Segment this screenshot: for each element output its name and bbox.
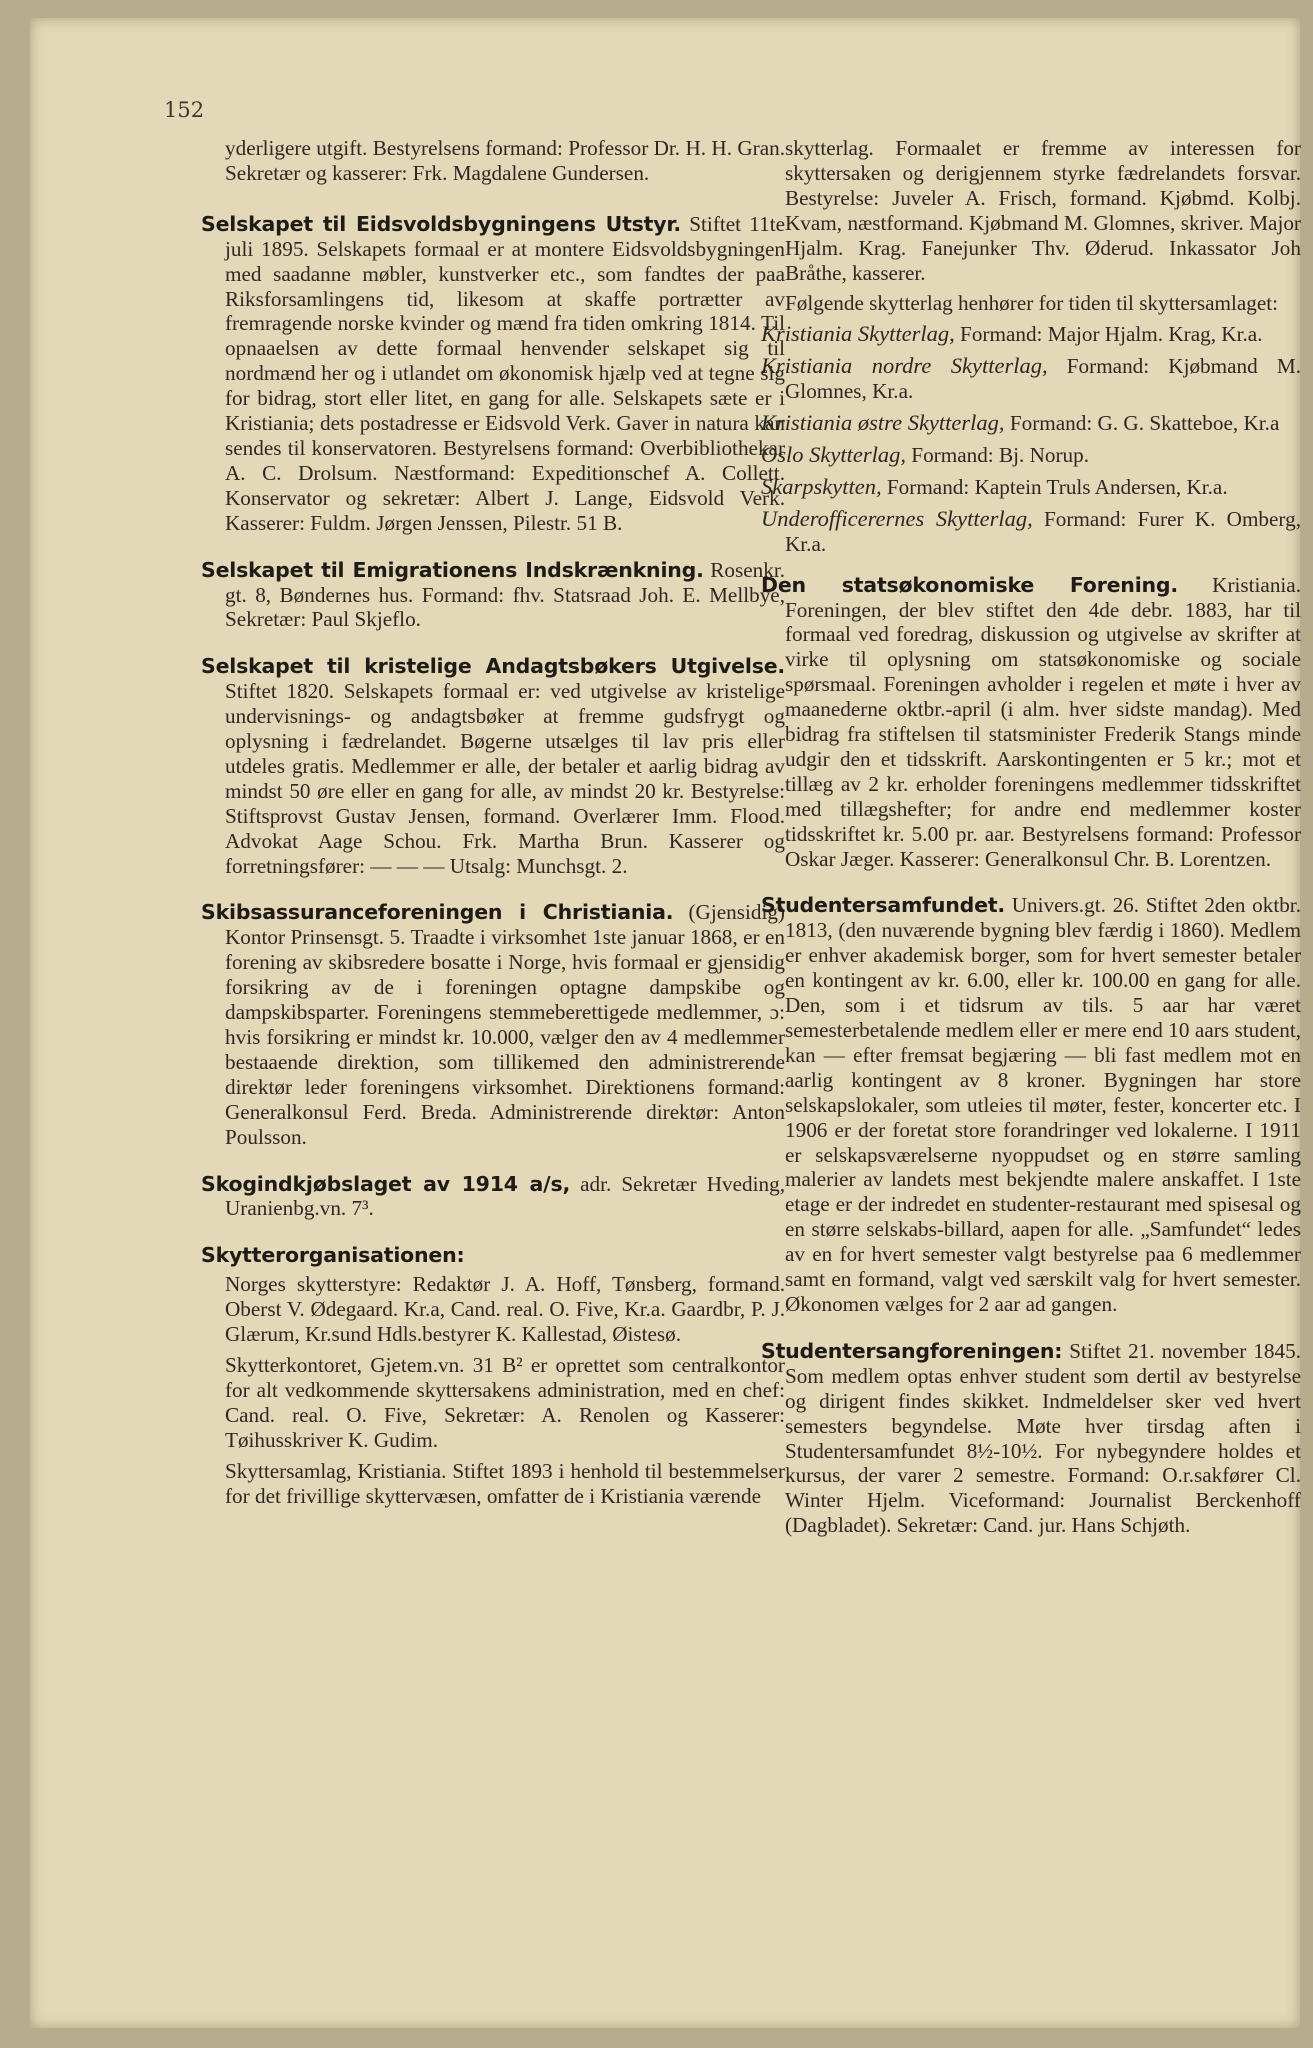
- directory-entry: [761, 1339, 1301, 1538]
- entry-body: Kristiania. Foreningen, der blev stiftet den 4de debr. 1883, har til formaal ved foredrag, diskussion og utgivelse av skrifter at virke til oplysning om statsøkonomiske og sociale spørsmaal. Foreningen avholder i regelen et møte i hver av maanederne oktbr.-april (i alm. hver sidste mandag). Med bidrag fra stiftelsen til statsminister Frederik Stangs minde udgir den et tidsskrift. Aarskontingenten er 5 kr.; mot et tillæg av 2 kr. erholder foreningens medlemmer tidsskriftet med tillægshefter; for andre end medlemmer koster tidsskriftet kr. 5.00 pr. aar. Bestyrelsens formand: Professor Oskar Jæger. Kasserer: Generalkonsul Chr. B. Lorentzen.: [785, 572, 1301, 871]
- page-sheet: [30, 18, 1300, 2028]
- entry-heading: Skogindkjøbslaget av 1914 a/s,: [201, 1171, 571, 1196]
- entry-heading: Studentersamfundet.: [761, 893, 1006, 918]
- directory-entry: [201, 212, 785, 536]
- directory-entry: [761, 893, 1301, 1316]
- entry-body: Univers.gt. 26. Stiftet 2den oktbr. 1813, (den nuværende bygning blev færdig i 1860). Medlem er enhver akademisk borger, som for hvert semester betaler en kontingent av kr. 6.00, eller kr. 100.00 en gang for alle. Den, som i et tidsrum av tils. 5 aar har været semesterbetalende medlem eller er mere end 10 aars student, kan — efter fremsat begjæring — bli fast medlem mot en aarlig kontingent av 8 kroner. Bygningen har store selskapslokaler, som utleies til møter, fester, koncerter etc. I 1906 er der foretat store forandringer ved lokalerne. I 1911 er selskapsværelserne nyoppudset og en større samling malerier av landets mest bekjendte malere anskaffet. I 1ste etage er der indredet en studenter-restaurant med spisesal og en større selskabs-billard, aapen for alle. „Samfundet“ ledes av en for hvert semester valgt bestyrelse paa 6 medlemmer samt en formand, valgt ved særskilt valg for hvert semester. Økonomen vælges for 2 aar ad gangen.: [785, 893, 1301, 1316]
- item-details: Formand: Kaptein Truls Andersen, Kr.a.: [881, 474, 1228, 499]
- directory-entry: [201, 900, 785, 1149]
- item-name: Skarpskytten,: [761, 473, 882, 499]
- continuation-text: skytterlag. Formaalet er fremme av interessen for skyttersaken og derigjennem styrke fædrelandets forsvar. Bestyrelse: Juveler A. Frisch, formand. Kjøbmd. Kolbj. Kvam, næstformand. Kjøbmand M. Glomnes, skriver. Major Hjalm. Krag. Fanejunker Thv. Øderud. Inkassator Joh Bråthe, kasserer.: [785, 136, 1301, 285]
- left-column: [201, 136, 785, 1514]
- sub-entry: Skytterkontoret, Gjetem.vn. 31 B² er oprettet som centralkontor for alt vedkommende skyttersakens administration, med en chef: Cand. real. O. Five, Sekretær: A. Renolen og Kasserer: Tøihusskriver K. Gudim.: [225, 1352, 785, 1452]
- entry-heading: Selskapet til Emigrationens Indskrænkning.: [201, 557, 704, 582]
- item-name: Kristiania østre Skytterlag,: [761, 410, 1005, 436]
- entry-body: Stiftet 11te juli 1895. Selskapets formaal er at montere Eidsvoldsbygningen med saadanne møbler, kunstverker etc., som fandtes der paa Riksforsamlingens tid, likesom at skaffe portrætter av fremragende norske kvinder og mænd fra tiden omkring 1814. Til opnaaelsen av dette formaal henvender selskapet sig til nordmænd her og i utlandet om økonomisk hjælp ved at tegne sig for bidrag, stort eller litet, en gang for alle. Selskapets sæte er i Kristiania; dets postadresse er Eidsvold Verk. Gaver in natura kan sendes til konservatoren. Bestyrelsens formand: Overbibliothekar A. C. Drolsum. Næstformand: Expeditionschef A. Collett. Konservator og sekretær: Albert J. Lange, Eidsvold Verk. Kasserer: Fuldm. Jørgen Jenssen, Pilestr. 51 B.: [225, 211, 785, 535]
- directory-entry: [201, 654, 785, 878]
- right-column: [761, 136, 1301, 1560]
- directory-entry: [201, 558, 785, 633]
- skytterlag-item: [761, 507, 1301, 557]
- item-name: Underofficerernes Skytterlag,: [761, 505, 1033, 531]
- page-number: 152: [164, 98, 205, 122]
- entry-heading: Studentersangforeningen:: [761, 1338, 1063, 1363]
- skytterlag-item: [761, 411, 1301, 436]
- entry-body: adr. Sekretær Hveding, Uranienbg.vn. 7³.: [225, 1171, 786, 1221]
- skytterlag-item: [761, 354, 1301, 404]
- section-heading: [201, 1243, 785, 1268]
- entry-heading: Den statsøkonomiske Forening.: [761, 572, 1178, 597]
- entry-heading: Selskapet til kristelige Andagtsbøkers Utgivelse.: [201, 654, 785, 679]
- sub-entry: Norges skytterstyre: Redaktør J. A. Hoff, Tønsberg, formand. Oberst V. Ødegaard. Kr.a, Cand. real. O. Five, Kr.a. Gaardbr, P. J. Glærum, Kr.sund Hdls.bestyrer K. Kallestad, Øistesø.: [225, 1272, 785, 1347]
- entry-heading: Skytterorganisationen:: [201, 1243, 465, 1268]
- entry-body: Rosenkr. gt. 8, Bøndernes hus. Formand: fhv. Statsraad Joh. E. Mellbye, Sekretær: Paul Skjeflo.: [225, 557, 786, 632]
- sub-entry: Skyttersamlag, Kristiania. Stiftet 1893 i henhold til bestemmelser for det frivillige skyttervæsen, omfatter de i Kristiania værende: [225, 1458, 785, 1508]
- item-details: Formand: Kjøbmand M. Glomnes, Kr.a.: [785, 354, 1301, 404]
- continuation-text: yderligere utgift. Bestyrelsens formand: Professor Dr. H. H. Gran. Sekretær og kasserer: Frk. Magdalene Gundersen.: [225, 136, 785, 185]
- directory-entry: [201, 1172, 785, 1222]
- item-name: Kristiania nordre Skytterlag,: [761, 353, 1048, 379]
- skytterlag-item: [761, 475, 1301, 500]
- item-name: Kristiania Skytterlag,: [761, 321, 955, 347]
- skytterlag-item: [761, 322, 1301, 347]
- item-details: Formand: Major Hjalm. Krag, Kr.a.: [954, 322, 1263, 347]
- item-details: Formand: Furer K. Omberg, Kr.a.: [785, 506, 1301, 556]
- entry-heading: Skibsassuranceforeningen i Christiania.: [201, 900, 674, 925]
- entry-body: Stiftet 1820. Selskapets formaal er: ved utgivelse av kristelige undervisnings- og andagtsbøker at fremme gudsfrygt og oplysning i fædrelandet. Bøgerne utsælges til lav pris eller utdeles gratis. Medlemmer er alle, der betaler et aarlig bidrag av mindst 50 øre eller en gang for alle, av mindst 20 kr. Bestyrelse: Stiftsprovst Gustav Jensen, formand. Overlærer Imm. Flood. Advokat Aage Schou. Frk. Martha Brun. Kasserer og forretningsfører: — — — Utsalg: Munchsgt. 2.: [225, 679, 785, 878]
- item-name: Oslo Skytterlag,: [761, 441, 906, 467]
- entry-body: Stiftet 21. november 1845. Som medlem optas enhver student som dertil av bestyrelse og dirigent findes skikket. Indmeldelser sker ved hvert semesters begyndelse. Møte hver tirsdag aften i Studentersamfundet 8½-10½. For nybegyndere holdes et kursus, der varer 2 semestre. Formand: O.r.sakfører Cl. Winter Hjelm. Viceformand: Journalist Berckenhoff (Dagbladet). Sekretær: Cand. jur. Hans Schjøth.: [785, 1338, 1301, 1538]
- entry-body: (Gjensidig) Kontor Prinsensgt. 5. Traadte i virksomhet 1ste januar 1868, er en forening av skibsredere bosatte i Norge, hvis formaal er gjensidig forsikring av de i foreningen optagne dampskibe og dampskibsparter. Foreningens stemmeberettigede medlemmer, ɔ: hvis forsikring er mindst kr. 10.000, vælger den av 4 medlemmer bestaaende direktion, som tillikemed den administrerende direktør leder foreningens virksomhet. Direktionens formand: Generalkonsul Ferd. Breda. Administrerende direktør: Anton Poulsson.: [225, 900, 785, 1149]
- skytterlag-item: [761, 443, 1301, 468]
- entry-heading: Selskapet til Eidsvoldsbygningens Utstyr.: [201, 211, 682, 236]
- directory-entry: [761, 573, 1301, 872]
- item-details: Formand: G. G. Skatteboe, Kr.a: [1004, 411, 1280, 436]
- item-details: Formand: Bj. Norup.: [905, 442, 1090, 467]
- lead-paragraph: Følgende skytterlag henhører for tiden til skyttersamlaget:: [785, 291, 1279, 316]
